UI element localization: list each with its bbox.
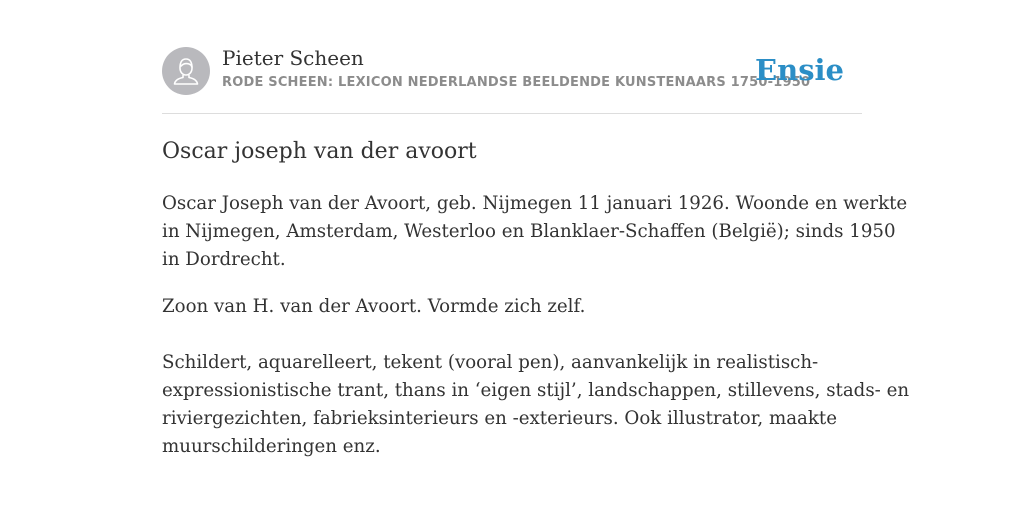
divider (162, 113, 862, 114)
text-line: muurschilderingen enz. (162, 436, 381, 457)
text-line: riviergezichten, fabrieksinterieurs en -exterieurs. Ook illustrator, maakte (162, 408, 837, 429)
header (162, 46, 862, 96)
text-line: Schildert, aquarelleert, tekent (vooral pen), aanvankelijk in realistisch- (162, 352, 819, 373)
brand-logo[interactable]: Ensie (755, 53, 844, 87)
paragraph-1 (162, 190, 908, 274)
text-line: expressionistische trant, thans in ‘eigen stijl’, landschappen, stillevens, stads- en (162, 380, 910, 401)
user-silhouette-icon (162, 47, 210, 95)
paragraph-2 (162, 293, 862, 321)
article-body (162, 190, 910, 461)
text-line: Zoon van H. van der Avoort. Vormde zich zelf. (162, 296, 586, 317)
text-line: in Nijmegen, Amsterdam, Westerloo en Blanklaer-Schaffen (België); sinds 1950 (162, 221, 896, 242)
source-title[interactable]: RODE SCHEEN: LEXICON NEDERLANDSE BEELDENDE KUNSTENAARS 1750-1950 (222, 75, 811, 90)
text-line: Oscar Joseph van der Avoort, geb. Nijmegen 11 januari 1926. Woonde en werkte (162, 193, 908, 214)
text-line: in Dordrecht. (162, 249, 286, 270)
author-name[interactable]: Pieter Scheen (222, 46, 364, 70)
avatar[interactable] (162, 47, 210, 95)
article-title: Oscar joseph van der avoort (162, 139, 477, 164)
paragraph-3 (162, 349, 910, 461)
